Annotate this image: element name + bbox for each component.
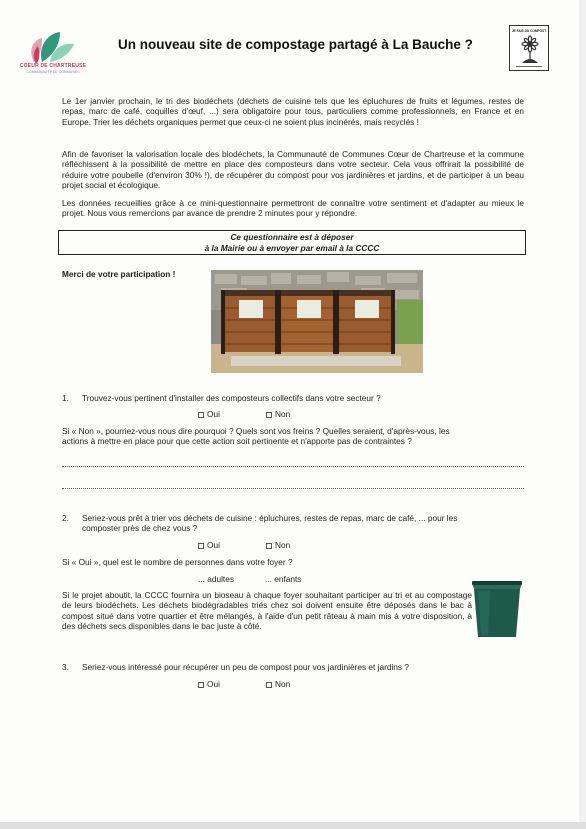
checkbox-icon[interactable] bbox=[266, 543, 272, 549]
q1-yes-label: Oui bbox=[207, 409, 220, 419]
adults-count-field[interactable]: ... adultes bbox=[198, 574, 234, 584]
answer-line[interactable] bbox=[62, 466, 524, 467]
q2-follow-up: Si « Oui », quel est le nombre de personnes dans votre foyer ? bbox=[62, 557, 293, 567]
question-1-text: Trouvez-vous pertinent d'installer des composteurs collectifs dans votre secteur ? bbox=[82, 393, 381, 403]
checkbox-icon[interactable] bbox=[266, 682, 272, 688]
answer-line[interactable] bbox=[62, 488, 524, 489]
intro-paragraph-1: Le 1er janvier prochain, le tri des biodéchets (déchets de cuisine tels que les épluchures de fruits et légumes, restes de repas, marc de café, coquilles d'œuf, ...) sera obligatoire pour tous, particuliers comme professionnels, en France et en Europe. Trier les déchets organiques permet que ceux-ci ne soient plus incinérés, mais recyclés ! bbox=[62, 96, 524, 127]
composters-photo bbox=[211, 270, 423, 373]
q1-follow-up-line-1: Si « Non », pourriez-vous nous dire pourquoi ? Quels sont vos freins ? Quelles seraient, d'après-vous, les bbox=[62, 426, 450, 436]
flower-icon bbox=[518, 35, 542, 65]
question-2-number: 2. bbox=[62, 513, 69, 523]
q3-option-yes[interactable] bbox=[198, 679, 220, 689]
question-1-number: 1. bbox=[62, 393, 69, 403]
green-bioseau-image bbox=[470, 577, 524, 639]
submission-notice-box bbox=[58, 230, 526, 255]
q1-follow-up-line-2: actions à mettre en place pour que cette action soit pertinente et n'apporte pas de contraintes ? bbox=[62, 436, 412, 446]
bioseau-info-paragraph: Si le projet aboutit, la CCCC fournira un bioseau à chaque foyer souhaitant participer au tri et au compostage de leurs biodéchets. Les déchets biodégradables triés chez soi doivent ensuite être déposés dans le bac à compost situé dans votre quartier et être mélangés, à l'aide d'un petit râteau à main mis à votre disposition, à des déchets secs disponibles dans le bac juste à côté. bbox=[62, 590, 472, 632]
q3-yes-label: Oui bbox=[207, 679, 220, 689]
children-count-field[interactable]: ... enfants bbox=[265, 574, 302, 584]
scan-edge bbox=[579, 0, 586, 829]
checkbox-icon[interactable] bbox=[266, 412, 272, 418]
q3-option-no[interactable] bbox=[266, 679, 290, 689]
question-1 bbox=[62, 393, 524, 405]
q2-yes-label: Oui bbox=[207, 540, 220, 550]
q2-no-label: Non bbox=[275, 540, 291, 550]
question-2 bbox=[62, 513, 524, 535]
checkbox-icon[interactable] bbox=[198, 543, 204, 549]
page-title: Un nouveau site de compostage partagé à La Bauche ? bbox=[118, 37, 473, 52]
checkbox-icon[interactable] bbox=[198, 412, 204, 418]
intro-paragraph-3: Les données recueillies grâce à ce mini-questionnaire permettront de connaître votre sentiment et d'adapter au mieux le projet. Nous vous remercions par avance de prendre 2 minutes pour y répondre. bbox=[62, 198, 524, 219]
thanks-text: Merci de votre participation ! bbox=[62, 269, 176, 279]
q1-no-label: Non bbox=[275, 409, 291, 419]
logo-subtext: COMMUNAUTÉ DE COMMUNES bbox=[26, 70, 80, 74]
logo-text: COEUR DE CHARTREUSE bbox=[19, 63, 87, 69]
q2-option-no[interactable] bbox=[266, 540, 290, 550]
question-2-text-line-2: composter près de chez vous ? bbox=[82, 523, 198, 533]
q3-no-label: Non bbox=[275, 679, 291, 689]
badge-text: JE FAIS DU COMPOST bbox=[511, 29, 547, 33]
compost-badge bbox=[509, 25, 549, 71]
notice-line-2: à la Mairie ou à envoyer par email à la CCCC bbox=[204, 243, 380, 253]
checkbox-icon[interactable] bbox=[198, 682, 204, 688]
q1-option-no[interactable] bbox=[266, 409, 290, 419]
q2-option-yes[interactable] bbox=[198, 540, 220, 550]
q1-option-yes[interactable] bbox=[198, 409, 220, 419]
question-3-text: Seriez-vous intéressé pour récupérer un peu de compost pour vos jardinières et jardins ? bbox=[82, 662, 409, 672]
question-2-text-line-1: Seriez-vous prêt à trier vos déchets de cuisine : épluchures, restes de repas, marc de café, ... pour les bbox=[82, 513, 458, 523]
scan-bottom-edge bbox=[0, 822, 586, 829]
intro-paragraph-2: Afin de favoriser la valorisation locale des biodéchets, la Communauté de Communes Cœur de Chartreuse et la commune réfléchissent à la possibilité de mettre en place des composteurs dans votre secteur. Cela vous offrirait la possibilité de réduire votre poubelle (d'environ 30% !), de récupérer du compost pour vos jardinières et jardins, et de participer à un beau projet social et écologique. bbox=[62, 149, 524, 191]
question-3-number: 3. bbox=[62, 662, 69, 672]
badge-divider bbox=[516, 66, 542, 67]
notice-line-1: Ce questionnaire est à déposer bbox=[230, 232, 354, 242]
question-3 bbox=[62, 662, 524, 674]
